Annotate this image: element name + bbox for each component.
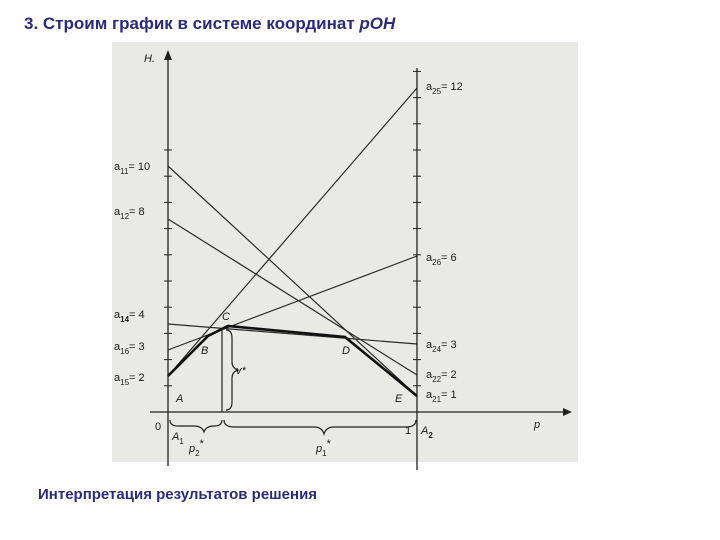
left-label-a12: [114, 206, 145, 221]
x-axis-label: p: [534, 419, 541, 431]
right-label-a26: [426, 252, 457, 267]
origin-label: 0: [155, 421, 162, 433]
p2-star-label: $p_2*$: [189, 438, 204, 458]
svg-text:a21= 1: $a_{21}= 1$: [426, 389, 457, 404]
left-label-a11: [114, 161, 150, 176]
v-star-label: v*: [236, 365, 246, 377]
point-e-label: E: [395, 393, 403, 405]
left-label-a16: [114, 341, 145, 356]
svg-text:a14= 4: $a_{14}= 4$: [114, 309, 145, 324]
axis-ticks: [164, 71, 421, 412]
svg-text:a24= 3: $a_{24}= 3$: [426, 339, 457, 354]
line-a14-a24: [168, 324, 417, 344]
point-b-label: B: [201, 345, 209, 357]
svg-text:a11= 10: $a_{11}= 10$: [114, 161, 151, 176]
p1-brace: [224, 420, 416, 434]
svg-text:a25= 12: $a_{25}= 12$: [426, 81, 463, 96]
p1-star-label: $p_1*$: [316, 438, 331, 458]
slide-footer: Интерпретация результатов решения: [38, 486, 318, 503]
a2-label: $A_2$: [421, 425, 433, 440]
left-label-a14: [114, 309, 145, 324]
line-a16-a26: [168, 256, 417, 350]
svg-text:a15= 2: $a_{15}= 2$: [114, 372, 145, 387]
point-d-label: D: [342, 345, 350, 357]
svg-text:a22= 2: $a_{22}= 2$: [426, 369, 457, 384]
svg-text:a12= 8: $a_{12}= 8$: [114, 206, 145, 221]
x-axis-arrow: [563, 408, 572, 416]
a1-label: $A_1$: [172, 431, 184, 446]
right-label-a22: [426, 369, 457, 384]
point-a-label: A: [176, 393, 184, 405]
y-axis-label: H.: [144, 53, 155, 65]
title-text: 3. Строим график в системе координат: [24, 14, 360, 33]
point-c-label: C: [222, 311, 230, 323]
line-a11-a21: [168, 166, 417, 396]
right-label-a24: [426, 339, 457, 354]
y-axis-arrow: [164, 50, 172, 60]
left-label-a15: [114, 372, 145, 387]
right-label-a21: [426, 389, 457, 404]
svg-text:a26= 6: $a_{26}= 6$: [426, 252, 457, 267]
svg-text:a16= 3: $a_{16}= 3$: [114, 341, 145, 356]
right-label-a25: [426, 81, 463, 96]
title-symbol: pOH: [359, 14, 396, 33]
right-tick-label: 1: [405, 425, 412, 437]
